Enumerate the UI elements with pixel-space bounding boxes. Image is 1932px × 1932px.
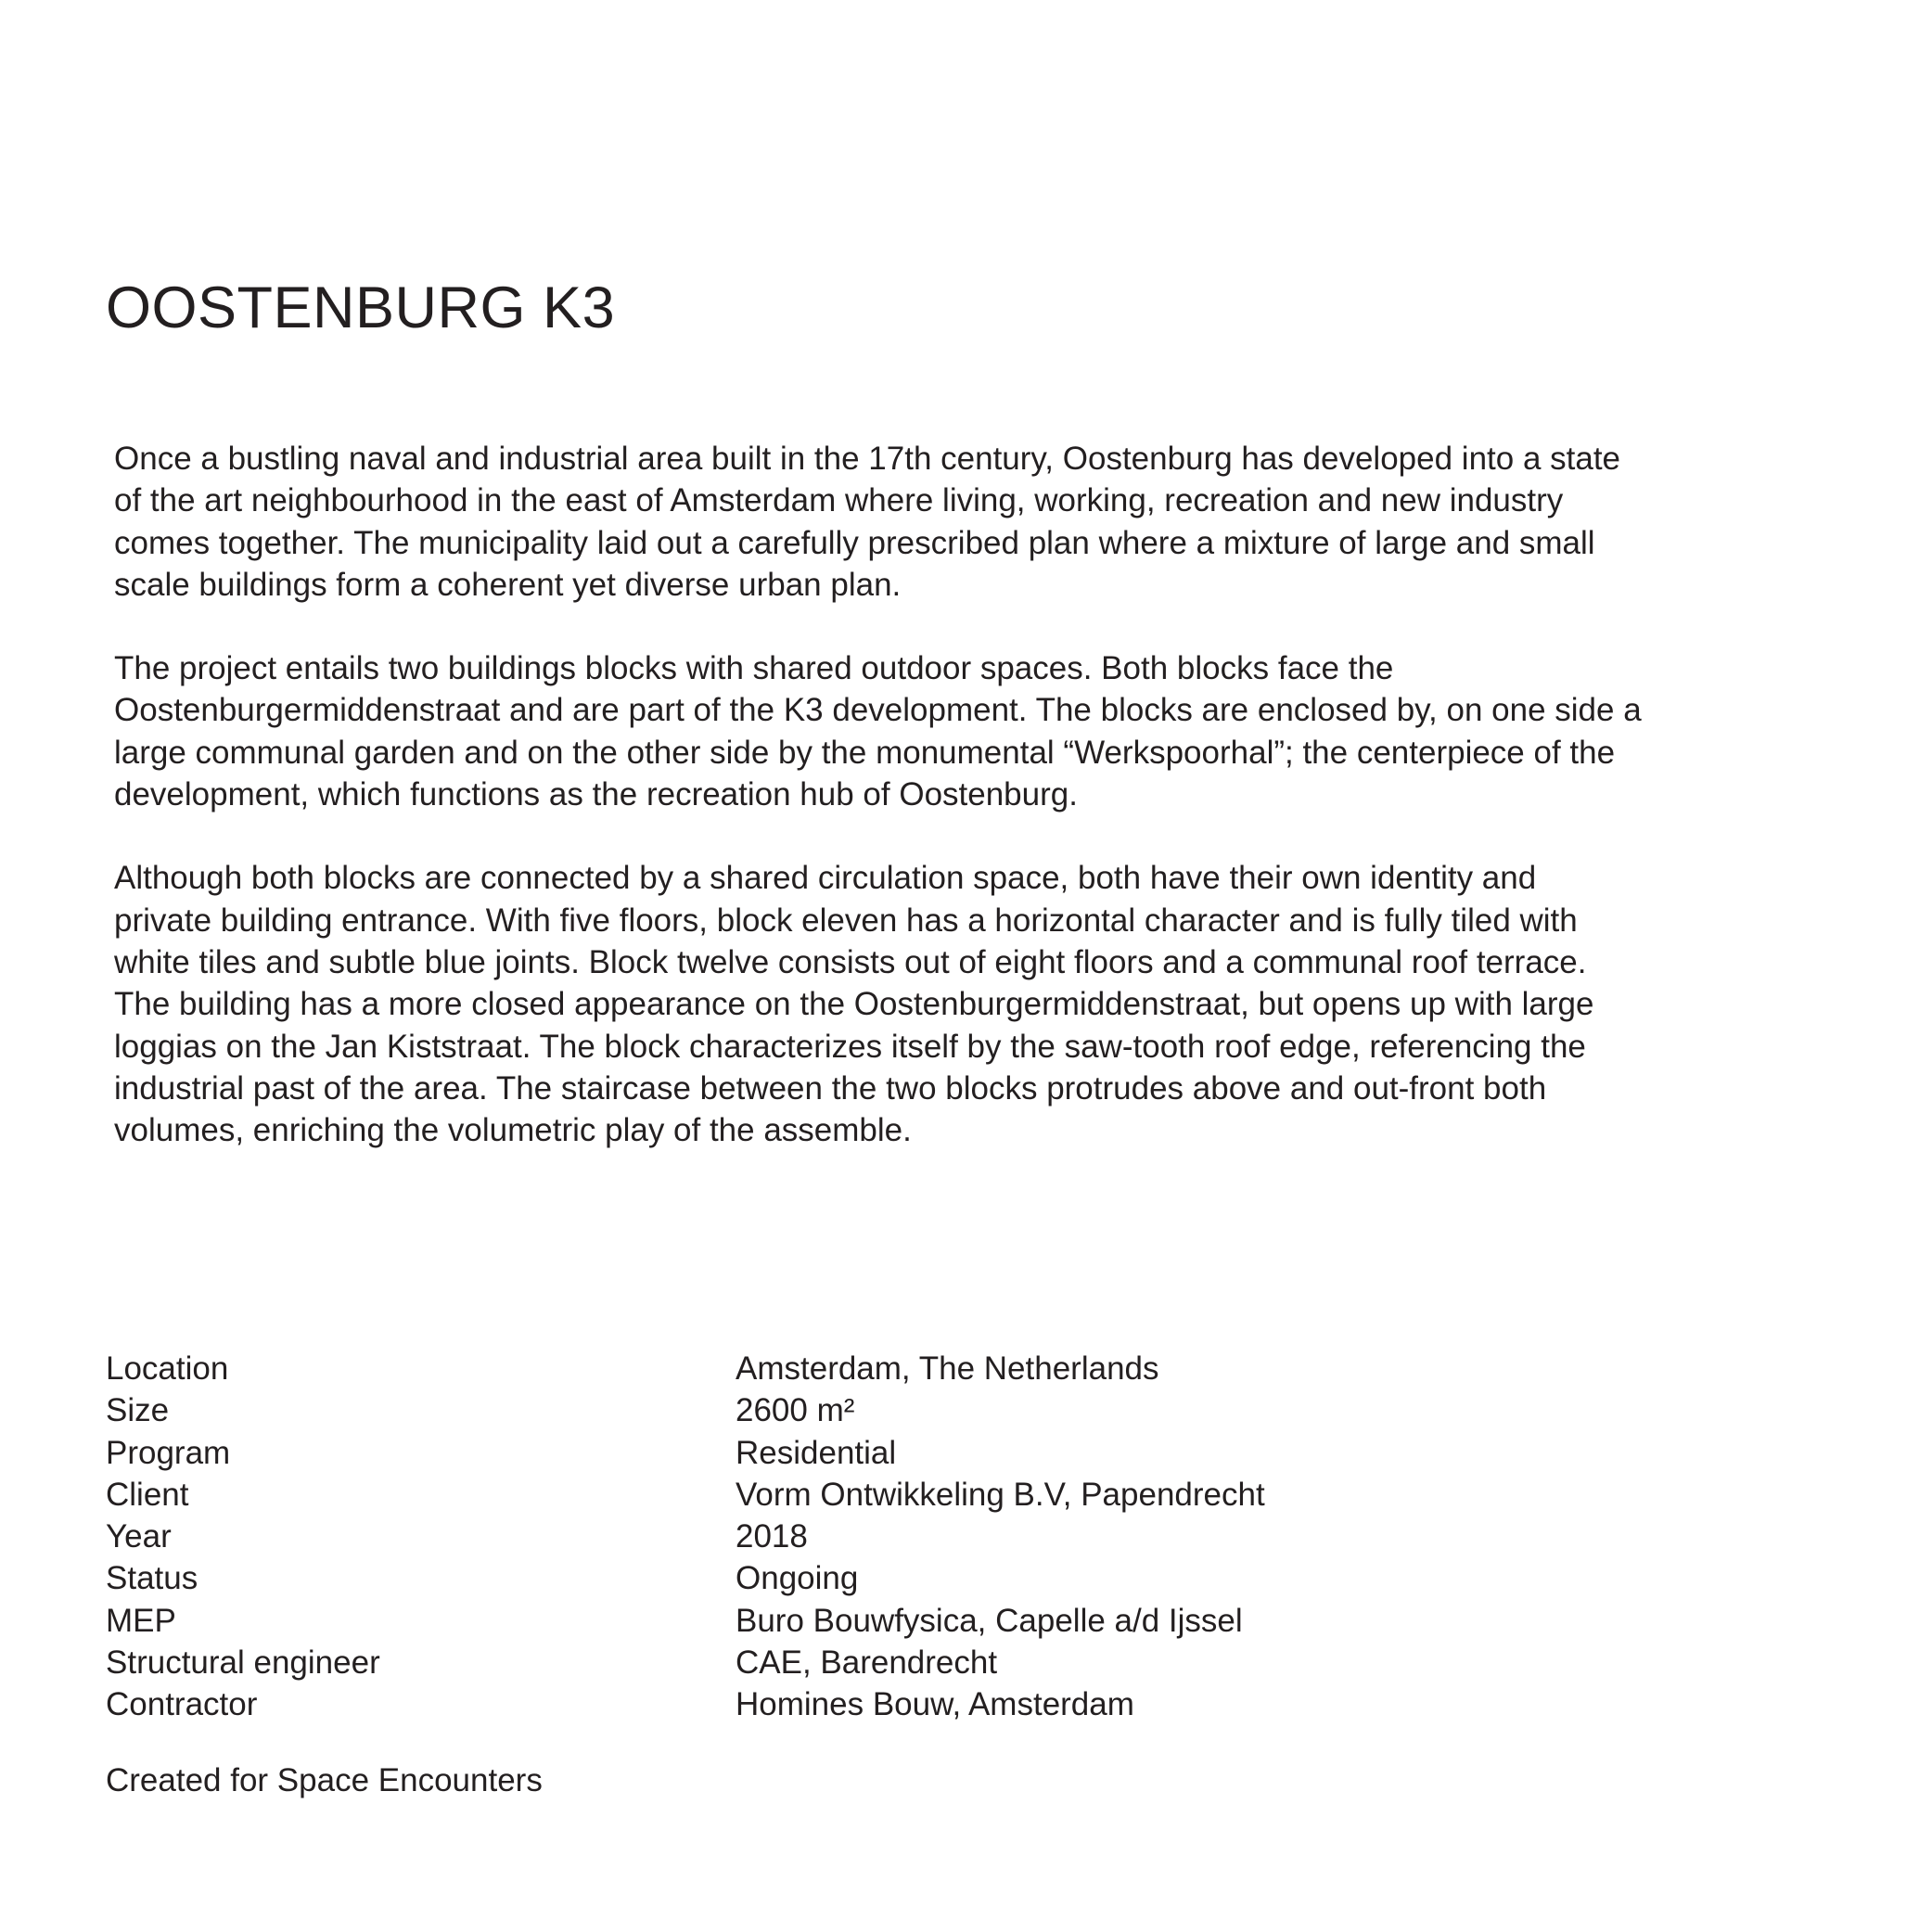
fact-label: Client: [106, 1476, 189, 1513]
fact-label: MEP: [106, 1602, 176, 1639]
fact-value: Buro Bouwfysica, Capelle a/d Ijssel: [736, 1602, 1243, 1639]
credit-line: Created for Space Encounters: [106, 1762, 543, 1798]
paragraph-project: [114, 647, 1876, 815]
fact-label: Size: [106, 1392, 170, 1429]
fact-row-year: [106, 1516, 1775, 1557]
text-line: comes together. The municipality laid out a carefully prescribed plan where a mixture of large and small: [114, 524, 1595, 561]
text-line: The project entails two buildings blocks with shared outdoor spaces. Both blocks face the: [114, 650, 1394, 687]
fact-label: Structural engineer: [106, 1644, 380, 1682]
paragraph-history: [114, 438, 1876, 606]
fact-value: Homines Bouw, Amsterdam: [736, 1686, 1134, 1723]
fact-label: Year: [106, 1518, 172, 1555]
text-line: volumes, enriching the volumetric play of the assemble.: [114, 1112, 912, 1149]
project-description: [114, 438, 1876, 1193]
fact-row-client: [106, 1474, 1775, 1516]
text-line: loggias on the Jan Kiststraat. The block characterizes itself by the saw-tooth roof edge, referencing the: [114, 1028, 1586, 1065]
fact-label: Program: [106, 1434, 231, 1471]
fact-label: Location: [106, 1350, 229, 1387]
text-line: large communal garden and on the other side by the monumental “Werkspoorhal”; the centerpiece of the: [114, 734, 1616, 771]
fact-value: 2018: [736, 1518, 808, 1555]
fact-value: 2600 m²: [736, 1392, 855, 1429]
fact-value: CAE, Barendrecht: [736, 1644, 998, 1682]
text-line: white tiles and subtle blue joints. Block twelve consists out of eight floors and a communal roof terrace.: [114, 943, 1587, 980]
fact-row-mep: [106, 1600, 1775, 1642]
fact-value: Vorm Ontwikkeling B.V, Papendrecht: [736, 1476, 1265, 1513]
fact-row-location: [106, 1348, 1775, 1389]
project-facts: [106, 1348, 1775, 1726]
fact-value: Ongoing: [736, 1560, 859, 1597]
page-title: OOSTENBURG K3: [106, 275, 616, 340]
text-line: scale buildings form a coherent yet diverse urban plan.: [114, 566, 902, 603]
fact-row-structural-engineer: [106, 1642, 1775, 1683]
text-line: industrial past of the area. The staircase between the two blocks protrudes above and out-front both: [114, 1069, 1547, 1107]
text-line: of the art neighbourhood in the east of Amsterdam where living, working, recreation and new industry: [114, 482, 1564, 519]
text-line: private building entrance. With five floors, block eleven has a horizontal character and is fully tiled with: [114, 902, 1578, 939]
paragraph-blocks: [114, 857, 1876, 1151]
fact-row-program: [106, 1432, 1775, 1474]
text-line: Oostenburgermiddenstraat and are part of the K3 development. The blocks are enclosed by, on one side a: [114, 692, 1642, 729]
text-line: The building has a more closed appearance on the Oostenburgermiddenstraat, but opens up with large: [114, 986, 1594, 1023]
fact-value: Amsterdam, The Netherlands: [736, 1350, 1159, 1387]
text-line: Once a bustling naval and industrial area built in the 17th century, Oostenburg has developed into a state: [114, 441, 1621, 477]
fact-row-status: [106, 1557, 1775, 1599]
fact-label: Contractor: [106, 1686, 258, 1723]
fact-row-size: [106, 1389, 1775, 1431]
text-line: Although both blocks are connected by a shared circulation space, both have their own identity and: [114, 860, 1537, 897]
text-line: development, which functions as the recreation hub of Oostenburg.: [114, 776, 1078, 813]
fact-value: Residential: [736, 1434, 897, 1471]
fact-label: Status: [106, 1560, 198, 1597]
fact-row-contractor: [106, 1683, 1775, 1725]
